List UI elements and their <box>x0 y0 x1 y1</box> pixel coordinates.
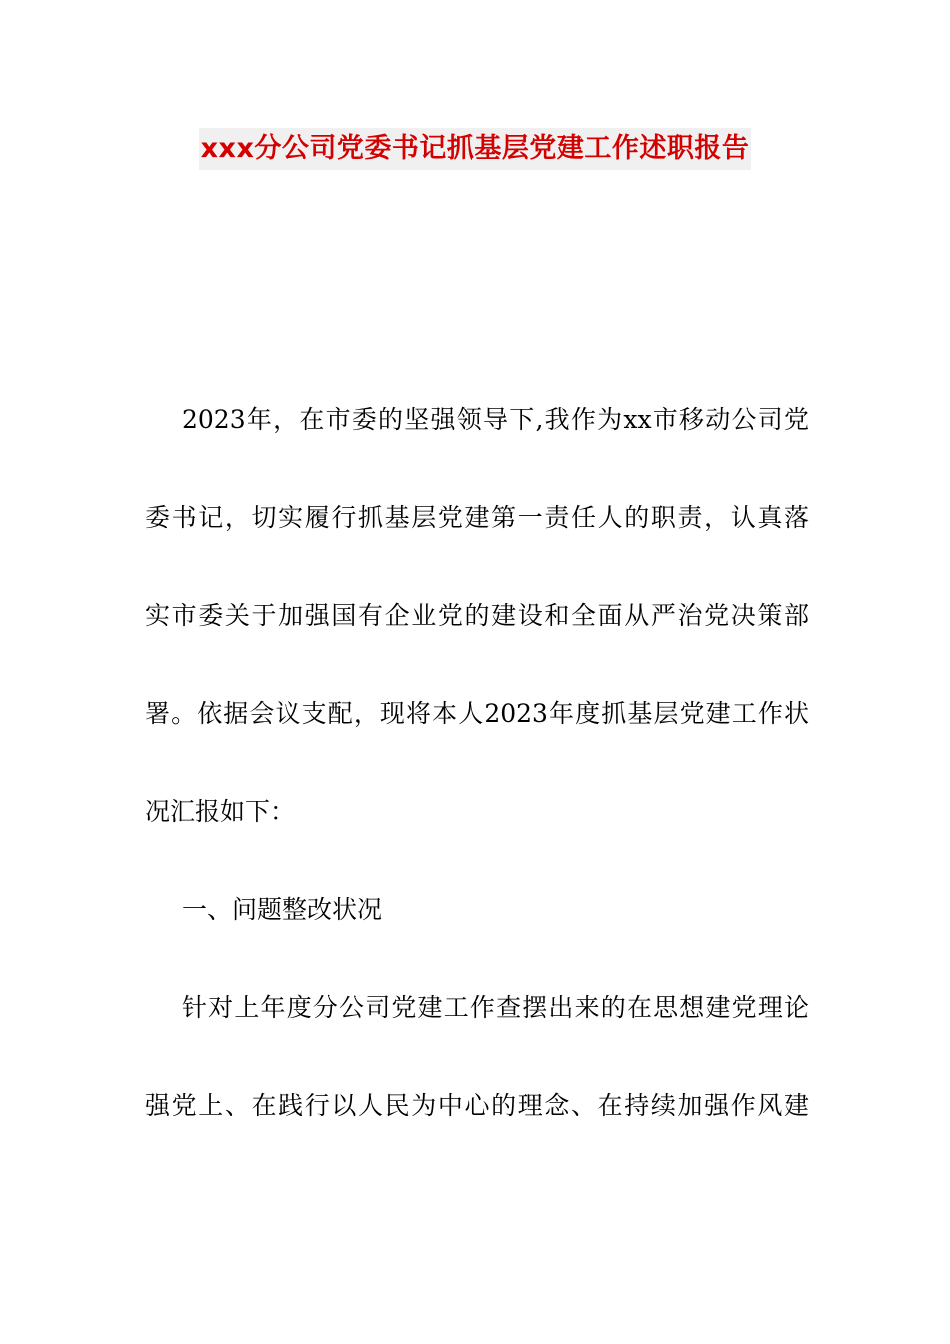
paragraph-line: 实市委关于加强国有企业党的建设和全面从严治党决策部 <box>145 601 809 630</box>
paragraph-line: 况汇报如下： <box>145 797 296 826</box>
paragraph-line: 署。依据会议支配，现将本人2023年度抓基层党建工作状 <box>145 699 809 728</box>
paragraph-line: 委书记，切实履行抓基层党建第一责任人的职责，认真落 <box>145 503 809 532</box>
section-heading: 一、问题整改状况 <box>182 895 383 924</box>
document-body <box>145 392 809 1176</box>
title-container <box>0 128 950 170</box>
paragraph-line: 针对上年度分公司党建工作查摆出来的在思想建党理论 <box>182 993 809 1022</box>
document-title: xxx分公司党委书记抓基层党建工作述职报告 <box>199 128 752 170</box>
paragraph-line: 强党上、在践行以人民为中心的理念、在持续加强作风建 <box>145 1091 809 1120</box>
paragraph-line: 2023年，在市委的坚强领导下,我作为xx市移动公司党 <box>182 405 809 434</box>
